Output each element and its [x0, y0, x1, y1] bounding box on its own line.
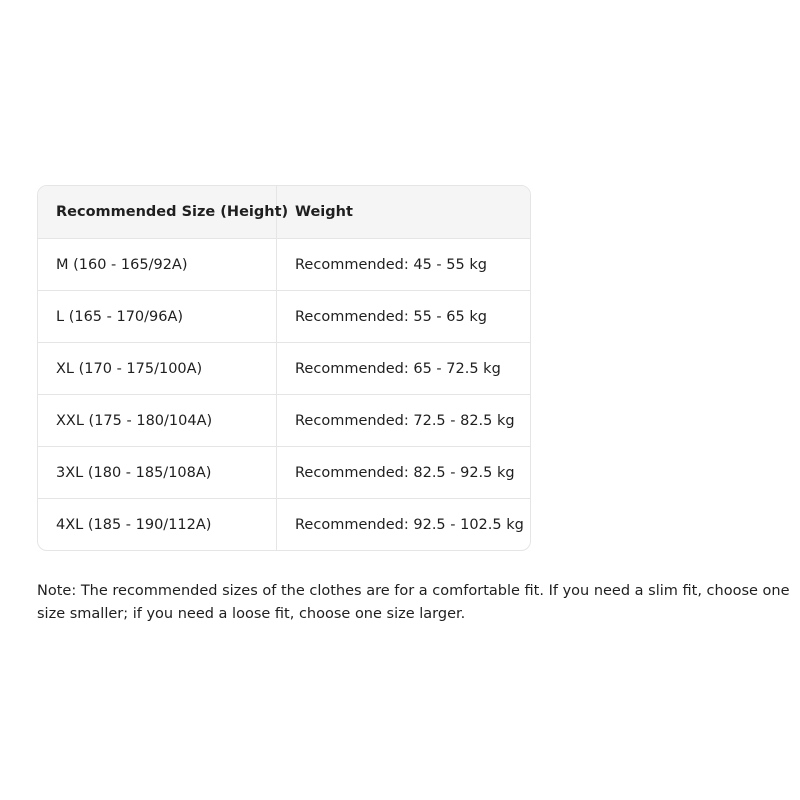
weight-cell: Recommended: 55 - 65 kg [295, 308, 487, 325]
size-cell: 4XL (185 - 190/112A) [38, 499, 277, 550]
table-row [38, 290, 530, 342]
weight-cell: Recommended: 82.5 - 92.5 kg [295, 464, 515, 481]
size-chart-table [37, 185, 531, 551]
header-size: Recommended Size (Height) [38, 186, 277, 238]
table-row [38, 446, 530, 498]
table-row [38, 238, 530, 290]
weight-cell: Recommended: 92.5 - 102.5 kg [295, 516, 524, 533]
table-row [38, 342, 530, 394]
weight-cell: Recommended: 65 - 72.5 kg [295, 360, 501, 377]
size-cell: 3XL (180 - 185/108A) [38, 447, 277, 498]
size-cell: M (160 - 165/92A) [38, 239, 277, 290]
table-row [38, 394, 530, 446]
weight-cell: Recommended: 72.5 - 82.5 kg [295, 412, 515, 429]
size-cell: XL (170 - 175/100A) [38, 343, 277, 394]
size-cell: L (165 - 170/96A) [38, 291, 277, 342]
header-weight: Weight [295, 204, 353, 220]
weight-cell: Recommended: 45 - 55 kg [295, 256, 487, 273]
size-cell: XXL (175 - 180/104A) [38, 395, 277, 446]
fit-note: Note: The recommended sizes of the clothes are for a comfortable fit. If you need a slim fit, choose one size smaller; if you need a loose fit, choose one size larger. [37, 583, 790, 622]
table-header-row [38, 186, 530, 238]
table-row [38, 498, 530, 550]
